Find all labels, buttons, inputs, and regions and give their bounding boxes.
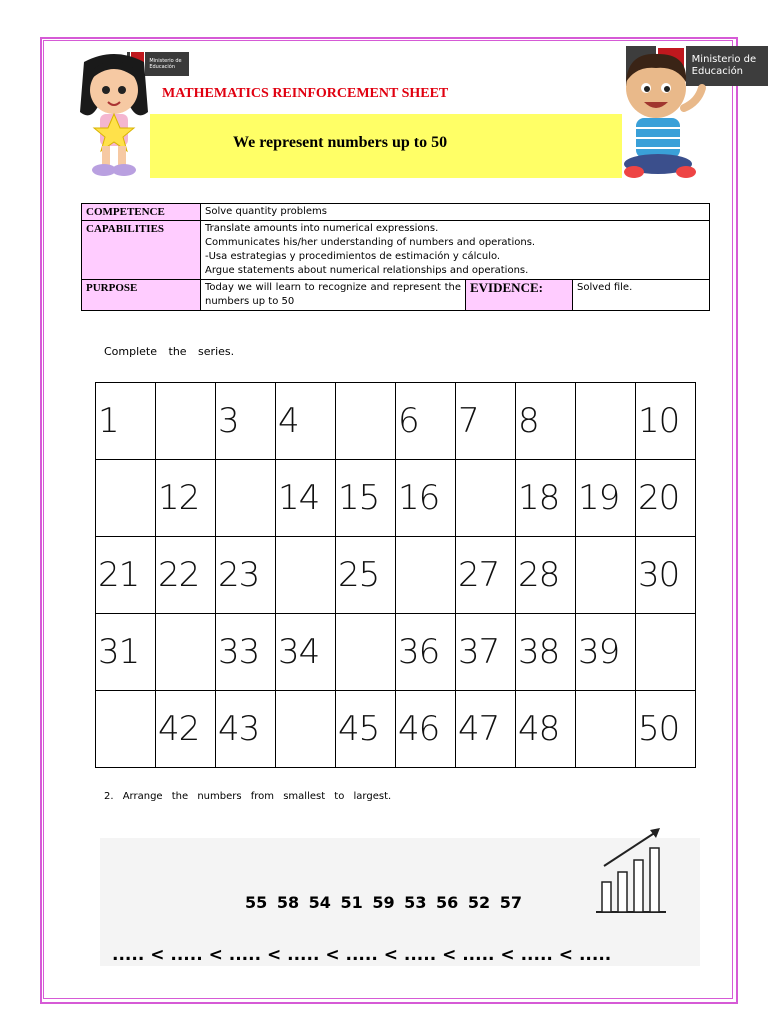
grid-cell: 48 xyxy=(516,691,576,768)
grid-cell: 10 xyxy=(636,383,696,460)
capabilities-list xyxy=(201,221,710,280)
grid-cell: 8 xyxy=(516,383,576,460)
logo-text: Ministerio de Educación xyxy=(691,54,757,77)
exercise-1-instruction: Complete the series. xyxy=(104,345,235,358)
grid-row xyxy=(96,691,696,768)
purpose-label: PURPOSE xyxy=(82,280,201,311)
grid-cell: 20 xyxy=(636,460,696,537)
evidence-label: EVIDENCE: xyxy=(466,280,573,311)
capability-item: Communicates his/her understanding of numbers and operations. xyxy=(205,237,536,248)
competence-value: Solve quantity problems xyxy=(201,204,710,221)
capability-item: Argue statements about numerical relationships and operations. xyxy=(205,265,529,276)
grid-cell-blank[interactable] xyxy=(156,614,216,691)
grid-cell-blank[interactable] xyxy=(276,537,336,614)
exercise-2-instruction: 2. Arrange the numbers from smallest to largest. xyxy=(104,791,392,802)
answer-slots[interactable]: ..... < ..... < ..... < ..... < ..... < ..... < ..... < ..... < ..... xyxy=(112,945,612,965)
grid-cell: 14 xyxy=(276,460,336,537)
grid-cell: 12 xyxy=(156,460,216,537)
grid-cell: 21 xyxy=(96,537,156,614)
grid-cell-blank[interactable] xyxy=(456,460,516,537)
grid-cell: 19 xyxy=(576,460,636,537)
grid-cell: 47 xyxy=(456,691,516,768)
grid-cell-blank[interactable] xyxy=(336,614,396,691)
grid-cell-blank[interactable] xyxy=(276,691,336,768)
grid-cell: 39 xyxy=(576,614,636,691)
grid-cell-blank[interactable] xyxy=(576,383,636,460)
grid-cell: 6 xyxy=(396,383,456,460)
grid-cell: 27 xyxy=(456,537,516,614)
grid-row xyxy=(96,537,696,614)
grid-cell: 15 xyxy=(336,460,396,537)
capability-item: Translate amounts into numerical expressions. xyxy=(205,223,439,234)
grid-cell: 36 xyxy=(396,614,456,691)
grid-cell: 7 xyxy=(456,383,516,460)
competence-label: COMPETENCE xyxy=(82,204,201,221)
grid-cell: 33 xyxy=(216,614,276,691)
number-series-grid xyxy=(95,382,696,768)
grid-cell-blank[interactable] xyxy=(636,614,696,691)
capability-item: -Usa estrategias y procedimientos de estimación y cálculo. xyxy=(205,251,501,262)
grid-cell: 4 xyxy=(276,383,336,460)
purpose-value: Today we will learn to recognize and represent the numbers up to 50 xyxy=(201,280,466,311)
grid-cell: 46 xyxy=(396,691,456,768)
grid-cell: 23 xyxy=(216,537,276,614)
evidence-value: Solved file. xyxy=(573,280,710,311)
grid-cell: 34 xyxy=(276,614,336,691)
grid-cell: 28 xyxy=(516,537,576,614)
grid-row xyxy=(96,383,696,460)
grid-cell-blank[interactable] xyxy=(576,691,636,768)
grid-cell: 43 xyxy=(216,691,276,768)
competence-row xyxy=(82,204,710,221)
grid-cell-blank[interactable] xyxy=(336,383,396,460)
grid-row xyxy=(96,614,696,691)
grid-cell: 1 xyxy=(96,383,156,460)
numbers-to-sort: 55 58 54 51 59 53 56 52 57 xyxy=(245,893,522,912)
boy-illustration xyxy=(606,48,714,184)
capabilities-label: CAPABILITIES xyxy=(82,221,201,280)
grid-cell-blank[interactable] xyxy=(156,383,216,460)
grid-cell: 42 xyxy=(156,691,216,768)
capabilities-row xyxy=(82,221,710,280)
grid-cell: 30 xyxy=(636,537,696,614)
grid-cell-blank[interactable] xyxy=(396,537,456,614)
girl-illustration xyxy=(66,52,162,180)
grid-cell: 45 xyxy=(336,691,396,768)
lesson-title: We represent numbers up to 50 xyxy=(233,134,448,151)
growth-chart-icon xyxy=(594,826,668,916)
grid-cell: 16 xyxy=(396,460,456,537)
sheet-title: MATHEMATICS REINFORCEMENT SHEET xyxy=(162,86,449,101)
grid-cell: 37 xyxy=(456,614,516,691)
grid-cell-blank[interactable] xyxy=(96,691,156,768)
grid-cell: 18 xyxy=(516,460,576,537)
grid-cell: 3 xyxy=(216,383,276,460)
logo-text: Ministerio de Educación xyxy=(149,58,182,70)
lesson-info-table xyxy=(81,203,710,311)
grid-cell: 31 xyxy=(96,614,156,691)
grid-cell: 25 xyxy=(336,537,396,614)
grid-cell-blank[interactable] xyxy=(216,460,276,537)
grid-row xyxy=(96,460,696,537)
grid-cell-blank[interactable] xyxy=(576,537,636,614)
grid-cell-blank[interactable] xyxy=(96,460,156,537)
grid-cell: 22 xyxy=(156,537,216,614)
grid-cell: 50 xyxy=(636,691,696,768)
purpose-row xyxy=(82,280,710,311)
grid-cell: 38 xyxy=(516,614,576,691)
